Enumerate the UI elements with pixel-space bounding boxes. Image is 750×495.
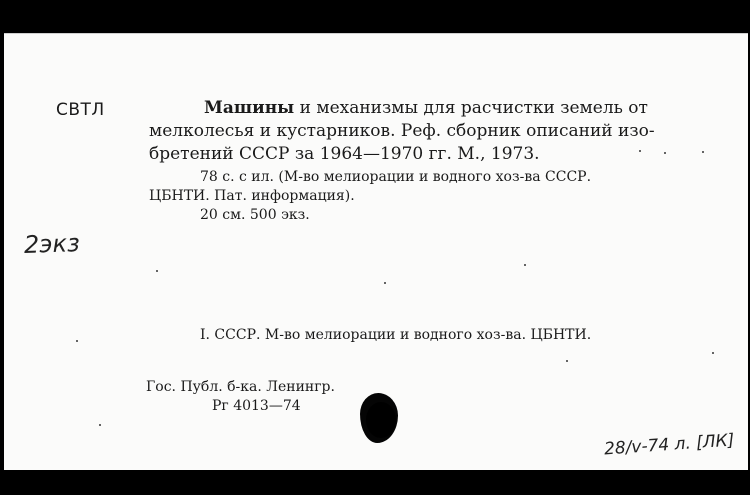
title-line-1 bbox=[204, 98, 648, 118]
scan-top-border bbox=[0, 0, 750, 33]
subject-heading: I. СССР. М-во мелиорации и водного хоз-ва. ЦБНТИ. bbox=[200, 327, 592, 343]
scan-speck bbox=[566, 360, 568, 362]
collation-line-1: 78 с. с ил. (М-во мелиорации и водного хоз-ва СССР. bbox=[200, 169, 592, 185]
ink-blot-core bbox=[366, 402, 396, 438]
scan-speck bbox=[99, 424, 101, 426]
scan-speck bbox=[384, 282, 386, 284]
title-line-1-rest: и механизмы для расчистки земель от bbox=[294, 98, 648, 118]
library-name: Гос. Публ. б-ка. Ленингр. bbox=[146, 379, 335, 395]
shelf-number: Рг 4013—74 bbox=[212, 398, 301, 414]
scan-speck bbox=[639, 150, 641, 152]
collation-line-3: 20 см. 500 экз. bbox=[200, 207, 310, 223]
title-line-2: мелколесья и кустарников. Реф. сборник описаний изо- bbox=[149, 121, 655, 141]
title-bold-word: Машины bbox=[204, 98, 295, 118]
collation-line-2: ЦБНТИ. Пат. информация). bbox=[149, 188, 355, 204]
margin-note: 2экз bbox=[23, 229, 81, 259]
scan-speck bbox=[664, 152, 666, 154]
classification-code: СВТЛ bbox=[56, 100, 105, 120]
scan-speck bbox=[712, 352, 714, 354]
scan-speck bbox=[524, 264, 526, 266]
scan-speck bbox=[156, 270, 158, 272]
title-line-3: бретений СССР за 1964—1970 гг. М., 1973. bbox=[149, 144, 540, 164]
scan-speck bbox=[76, 340, 78, 342]
handwritten-code: 28/v-74 л. [ЛК] bbox=[603, 430, 735, 460]
scan-speck bbox=[702, 151, 704, 153]
